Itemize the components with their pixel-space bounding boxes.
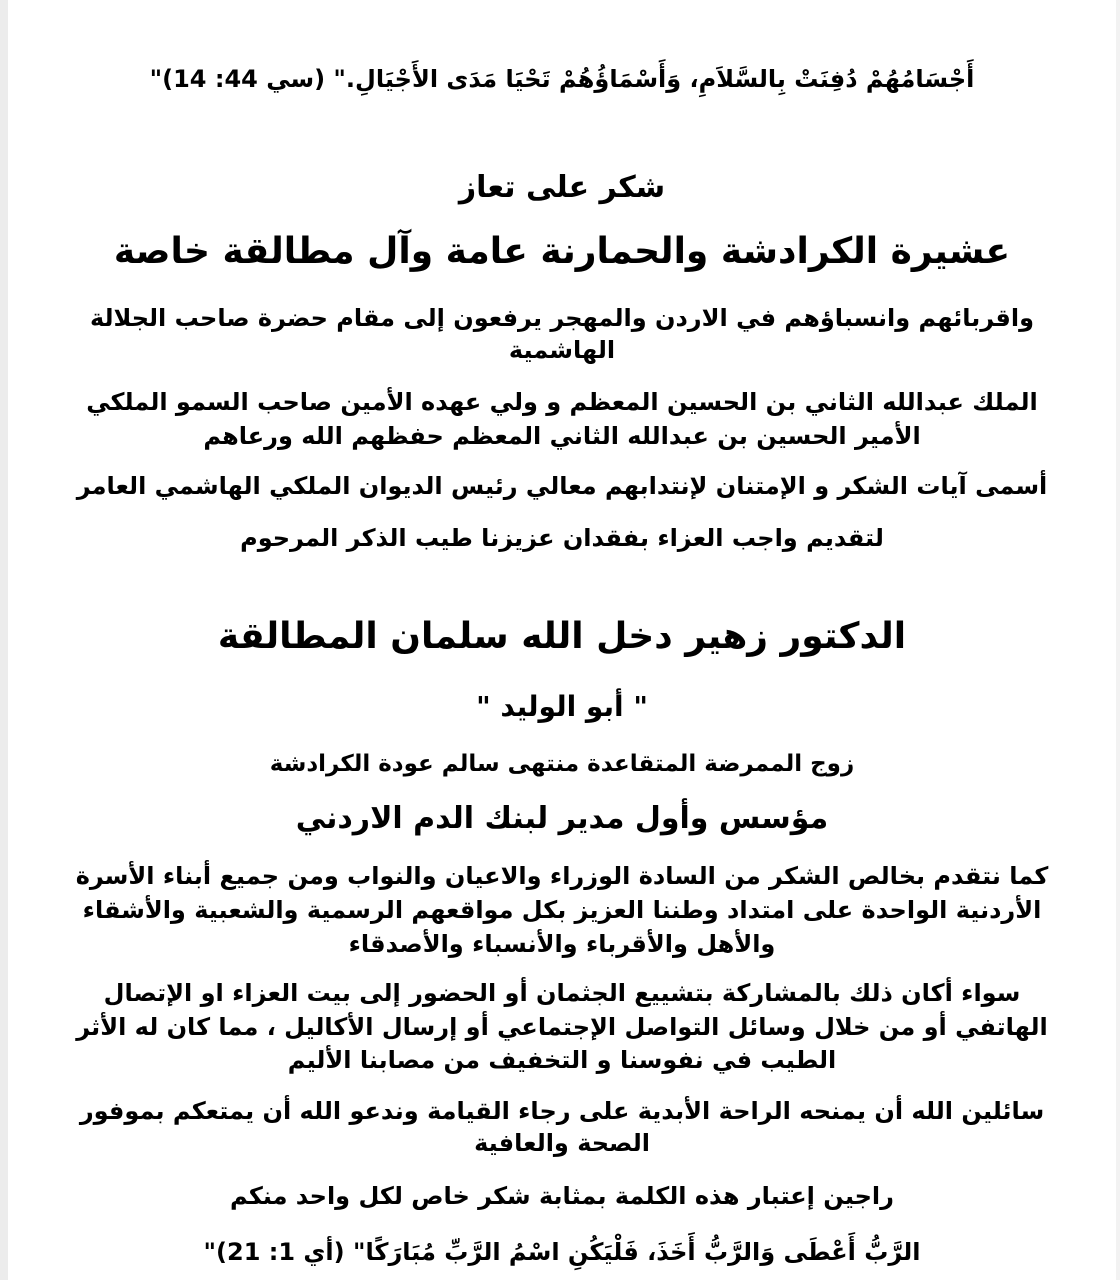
notice-title: شكر على تعاز <box>458 170 666 206</box>
condolence-notice-document <box>8 0 1116 1280</box>
deceased-role-line: مؤسس وأول مدير لبنك الدم الاردني <box>295 801 829 837</box>
page-edge-left <box>0 0 8 1280</box>
prayer-line: سائلين الله أن يمنحه الراحة الأبدية على رجاء القيامة وندعو الله أن يمتعكم بموفور الصحة والعافية <box>79 1096 1045 1157</box>
deceased-spouse-line: زوج الممرضة المتقاعدة منتهى سالم عودة الكرادشة <box>269 750 855 777</box>
royal-salutation-line: الملك عبدالله الثاني بن الحسين المعظم و ولي عهده الأمين صاحب السمو الملكي الأمير الحسين بن عبدالله الثاني المعظم حفظهم الله ورعاهم <box>86 387 1038 450</box>
deceased-name: الدكتور زهير دخل الله سلمان المطالقة <box>217 616 907 658</box>
participation-paragraph: سواء أكان ذلك بالمشاركة بتشييع الجثمان أو الحضور إلى بيت العزاء او الإتصال الهاتفي أو من خلال وسائل التواصل الإجتماعي أو إرسال الأكاليل ، مما كان له الأثر الطيب في نفوسنا و التخفيف من مصابنا الأليم <box>76 979 1048 1075</box>
family-name-heading: عشيرة الكرادشة والحمارنة عامة وآل مطالقة خاصة <box>113 230 1011 272</box>
opening-verse: أَجْسَامُهُمْ دُفِنَتْ بِالسَّلاَمِ، وَأَسْمَاؤُهُمْ تَحْيَا مَدَى الأَجْيَالِ." (سي 44: 14)" <box>149 65 975 93</box>
thanks-paragraph: كما نتقدم بخالص الشكر من السادة الوزراء والاعيان والنواب ومن جميع أبناء الأسرة الأردنية الواحدة على امتداد وطننا العزيز بكل مواقعهم الرسمية والشعبية والأشقاء والأهل والأقرباء والأنسباء والأصدقاء <box>75 862 1049 958</box>
closing-verse: الرَّبُّ أَعْطَى وَالرَّبُّ أَخَذَ، فَلْيَكُنِ اسْمُ الرَّبِّ مُبَارَكًا" (أي 1: 21)" <box>203 1237 921 1266</box>
condolence-purpose-line: لتقديم واجب العزاء بفقدان عزيزنا طيب الذكر المرحوم <box>240 523 884 552</box>
gratitude-line: أسمى آيات الشكر و الإمتنان لإنتدابهم معالي رئيس الديوان الملكي الهاشمي العامر <box>76 471 1048 500</box>
deceased-kunya: " أبو الوليد " <box>476 690 648 724</box>
special-thanks-request-line: راجين إعتبار هذه الكلمة بمثابة شكر خاص لكل واحد منكم <box>230 1182 894 1211</box>
addressees-line: واقربائهم وانسباؤهم في الاردن والمهجر يرفعون إلى مقام حضرة صاحب الجلالة الهاشمية <box>89 304 1035 365</box>
page-edge-right <box>1116 0 1120 1280</box>
